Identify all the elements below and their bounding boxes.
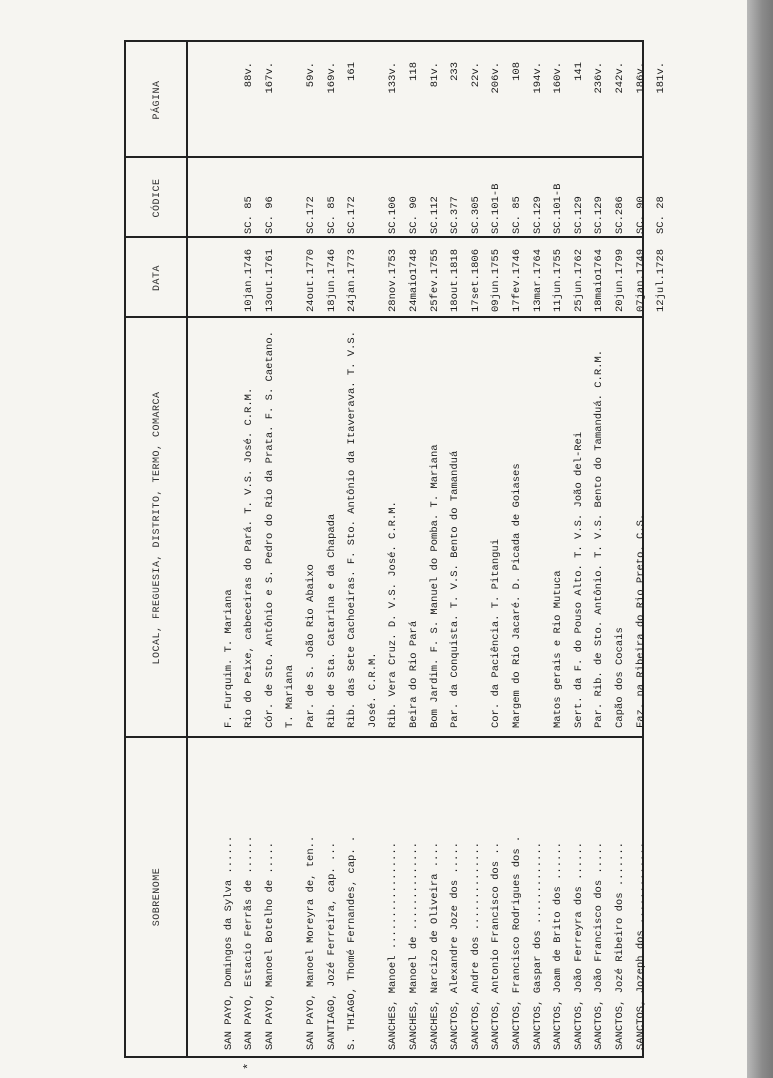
sobrenome-cell: S. THIAGO, Thomé Fernandes, cap. . <box>346 835 359 1050</box>
sobrenome-cell: SANCHES, Manoel de .............. <box>408 842 420 1050</box>
date-cell: 24jan.1773 <box>346 248 359 312</box>
local-cell: Rio do Peixe, cabeceiras do Pará. T. V.S. José. C.R.M. <box>243 387 256 728</box>
date-cell: 24maio1748 <box>408 248 420 312</box>
local-cell: Cor. da Paciência. T. Pitangui <box>490 538 503 728</box>
header-sobrenome: SOBRENOME <box>151 867 163 927</box>
date-cell: 28nov.1753 <box>387 248 400 312</box>
date-cell: 07jan.1749 <box>634 248 647 312</box>
local-cell: Margem do Rio Jacaré. D. Picada de Goiases <box>511 463 523 728</box>
sobrenome-cell: SANCTOS, João Francisco dos ..... <box>593 842 606 1050</box>
codice-cell: SC. 85 <box>511 196 523 234</box>
table-row <box>425 42 446 1056</box>
local-cell: Rib. das Sete Cachoeiras. F. Sto. Antônio da Itaverava. T. V.S. <box>346 331 359 728</box>
sobrenome-cell: SAN PAYO, Manoel Moreyra de, ten.. <box>305 835 317 1050</box>
date-cell: 17set.1806 <box>469 248 482 312</box>
table-row <box>198 42 219 1056</box>
table-row <box>610 42 631 1056</box>
sobrenome-cell: SANCTOS, Francisco Rodrigues dos . <box>511 835 523 1050</box>
page-cell: 81v. <box>428 62 441 88</box>
codice-cell: SC. 96 <box>263 196 276 234</box>
date-cell: 25fev.1755 <box>428 248 441 312</box>
codice-cell: SC.101-B <box>490 183 503 234</box>
sobrenome-cell: SANCHES, Narcizo de Oliveira .... <box>428 842 441 1050</box>
date-cell: 18out.1818 <box>449 248 462 312</box>
page-cell: 88v. <box>243 62 256 88</box>
codice-cell: SC.129 <box>593 196 606 234</box>
local-cell: F. Furquim. T. Mariana <box>222 589 235 728</box>
table-row <box>219 42 240 1056</box>
sobrenome-cell: SANCTOS, Jozé Ribeiro dos ....... <box>614 842 626 1050</box>
date-cell: 11jun.1755 <box>552 248 565 312</box>
page-cell: 161 <box>346 62 359 81</box>
local-cell: Par. Rib. de Sto. Antônio. T. V.S. Bento do Tamanduá. C.R.M. <box>593 349 606 728</box>
sobrenome-cell: SANCHES, Manoel ................. <box>387 842 400 1050</box>
page-cell: 206v. <box>490 62 503 94</box>
sobrenome-cell: SAN PAYO, Manoel Botelho de ..... <box>263 842 276 1050</box>
table-row <box>548 42 569 1056</box>
page-cell: 167v. <box>263 62 276 94</box>
asterisk-marker: * <box>242 1062 257 1070</box>
codice-cell: SC. 28 <box>655 196 668 234</box>
page-cell: 194v. <box>531 62 544 94</box>
local-cell: Matos gerais e Rio Mutuca <box>552 570 565 728</box>
codice-cell: SC.101-B <box>552 183 565 234</box>
table-row <box>404 42 425 1056</box>
table-row <box>239 42 260 1070</box>
local-cell: Sert. da F. do Pouso Alto. T. V.S. João del-Rei <box>572 431 585 728</box>
sobrenome-cell: SANCTOS, Alexandre Joze dos ..... <box>449 842 462 1050</box>
table-row <box>486 42 507 1056</box>
header-local: LOCAL, FREGUESIA, DISTRITO, TERMO, COMARCA <box>151 391 163 665</box>
page-cell: 22v. <box>469 62 482 88</box>
codice-cell: SC. 90 <box>634 196 647 234</box>
table-row <box>342 42 363 1056</box>
date-cell: 13out.1761 <box>263 248 276 312</box>
table-row <box>383 42 404 1056</box>
page-cell: 133v. <box>387 62 400 94</box>
date-cell: 12jul.1728 <box>655 248 668 312</box>
date-cell: 24out.1770 <box>305 248 317 312</box>
page-cell: 108 <box>511 62 523 81</box>
codice-cell: SC. 85 <box>325 196 338 234</box>
header-pagina: PÁGINA <box>151 80 163 120</box>
sobrenome-cell: SAN PAYO, Domingos da Sylva ...... <box>222 835 235 1050</box>
date-cell: 10jan.1746 <box>243 248 256 312</box>
sobrenome-cell: SANCTOS, Antonio Francisco dos .. <box>490 842 503 1050</box>
codice-cell: SC.172 <box>346 196 359 234</box>
page-edge-shadow <box>747 0 773 1078</box>
page-cell: 141 <box>572 62 585 81</box>
date-cell: 20jun.1799 <box>614 248 626 312</box>
date-cell: 09jun.1755 <box>490 248 503 312</box>
table-row <box>322 42 343 1056</box>
date-cell: 13mar.1764 <box>531 248 544 312</box>
codice-cell: SC. 85 <box>243 196 256 234</box>
table-row <box>589 42 610 1056</box>
page-cell: 242v. <box>614 62 626 94</box>
sobrenome-cell: SANCTOS, João Ferreyra dos ...... <box>572 842 585 1050</box>
sobrenome-cell: SANTIAGO, Jozé Ferreira, cap. ... <box>325 842 338 1050</box>
codice-cell: SC.129 <box>572 196 585 234</box>
page-cell: 181v. <box>655 62 668 94</box>
date-cell: 18maio1764 <box>593 248 606 312</box>
header-data: DATA <box>151 265 163 292</box>
local-cell: Par. da Conquista. T. V.S. Bento do Tamanduá <box>449 450 462 728</box>
codice-cell: SC.112 <box>428 196 441 234</box>
table-row <box>363 42 384 1056</box>
table-row <box>651 42 672 1056</box>
local-cell: Par. de S. João Rio Abaixo <box>305 564 317 728</box>
table-row <box>301 42 322 1056</box>
local-cell: Beira do Rio Pará <box>408 620 420 728</box>
sobrenome-cell: SANCTOS, Gaspar dos ............. <box>531 842 544 1050</box>
page-cell: 59v. <box>305 62 317 88</box>
table-row <box>507 42 528 1056</box>
register-table <box>124 40 668 1070</box>
page-cell: 160v. <box>552 62 565 94</box>
local-cell: Rib. de Sta. Catarina e da Chapada <box>325 513 338 728</box>
codice-cell: SC.286 <box>614 196 626 234</box>
table-row <box>569 42 590 1056</box>
sobrenome-cell: SANCTOS, Andre dos .............. <box>469 842 482 1050</box>
sobrenome-cell: SANCTOS, Jozeph dos ............. <box>634 842 647 1050</box>
table-row <box>528 42 549 1056</box>
page-cell: 186v. <box>634 62 647 94</box>
table-row <box>466 42 487 1056</box>
table-row <box>631 42 652 1056</box>
codice-cell: SC.129 <box>531 196 544 234</box>
sobrenome-cell: SAN PAYO, Estacio Ferrãs de ...... <box>243 835 256 1050</box>
local-cell: Bom Jardim. F. S. Manuel do Pomba. T. Mariana <box>428 444 441 728</box>
page-cell: 118 <box>408 62 420 81</box>
table-row <box>445 42 466 1056</box>
codice-cell: SC.377 <box>449 196 462 234</box>
local-cell: Capão dos Cocais <box>614 627 626 728</box>
page-cell: 236v. <box>593 62 606 94</box>
local-cell: Cór. de Sto. Antônio e S. Pedro do Rio da Prata. F. S. Caetano. <box>263 331 276 728</box>
codice-cell: SC.106 <box>387 196 400 234</box>
codice-cell: SC.305 <box>469 196 482 234</box>
table-row <box>280 42 301 1056</box>
date-cell: 18jun.1746 <box>325 248 338 312</box>
local-cell: Rib. Vera Cruz. D. V.S. José. C.R.M. <box>387 501 400 728</box>
table-header <box>126 42 188 1056</box>
date-cell: 17fev.1746 <box>511 248 523 312</box>
table-row <box>260 42 281 1056</box>
page-cell: 233 <box>449 62 462 81</box>
local-cell: T. Mariana <box>284 664 297 728</box>
page-cell: 169v. <box>325 62 338 94</box>
local-cell: José. C.R.M. <box>366 652 379 728</box>
codice-cell: SC.172 <box>305 196 317 234</box>
codice-cell: SC. 90 <box>408 196 420 234</box>
sobrenome-cell: SANCTOS, Joam de Brito dos ...... <box>552 842 565 1050</box>
header-codice: CÓDICE <box>151 178 163 218</box>
date-cell: 25jun.1762 <box>572 248 585 312</box>
local-cell: Faz. na Ribeira do Rio Preto. C.S. <box>634 513 647 728</box>
